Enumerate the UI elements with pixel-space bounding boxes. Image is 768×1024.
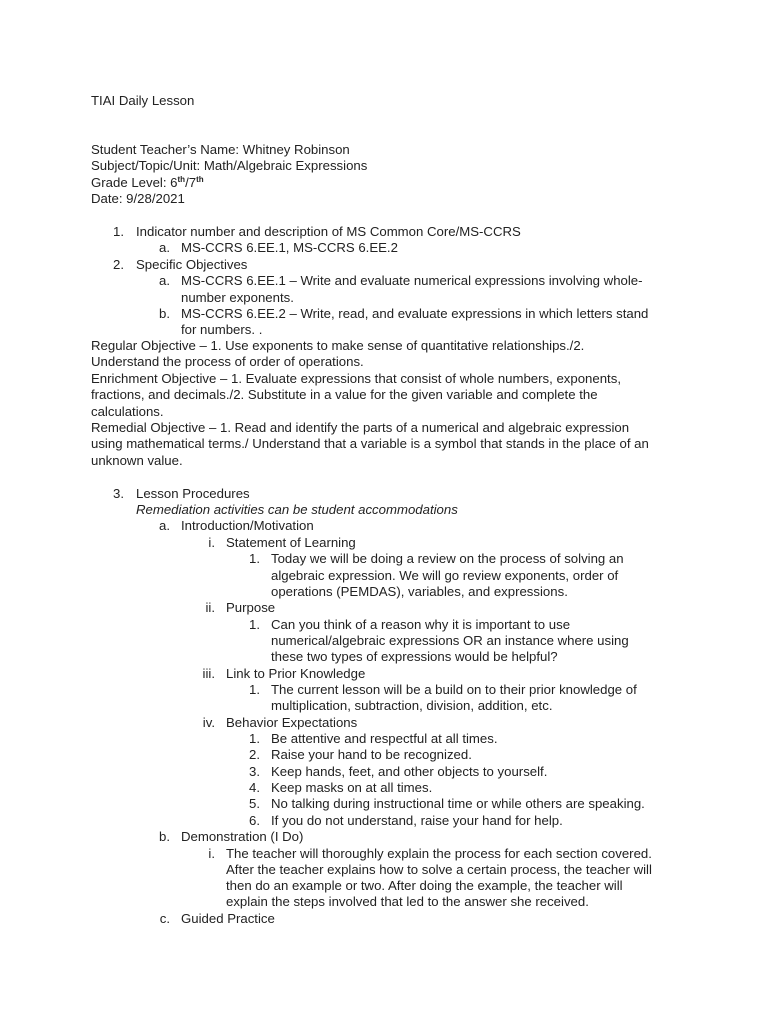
regular-objective-line: Regular Objective – 1. Use exponents to make sense of quantitative relationships./2.: [91, 338, 585, 353]
list-marker: 1.: [249, 682, 260, 697]
grade-prefix: Grade Level: 6: [91, 175, 178, 190]
demonstration-line: then do an example or two. After doing the example, the teacher will: [226, 878, 623, 893]
purpose-heading: Purpose: [226, 600, 276, 615]
list-marker: 1.: [249, 617, 260, 632]
behavior-item: Keep masks on at all times.: [271, 780, 433, 795]
objective-6ee1-line: number exponents.: [181, 290, 294, 305]
statement-line: operations (PEMDAS), variables, and expressions.: [271, 584, 568, 599]
subject-topic-unit: Subject/Topic/Unit: Math/Algebraic Expressions: [91, 158, 368, 173]
regular-objective-line: Understand the process of order of operations.: [91, 354, 364, 369]
purpose-line: Can you think of a reason why it is important to use: [271, 617, 571, 632]
behavior-item: No talking during instructional time or while others are speaking.: [271, 796, 645, 811]
list-marker: 1.: [249, 731, 260, 746]
section-1-item-a: MS-CCRS 6.EE.1, MS-CCRS 6.EE.2: [181, 240, 398, 255]
grade-mid: /7: [185, 175, 197, 190]
list-marker: b.: [159, 306, 170, 321]
list-marker: 4.: [249, 780, 260, 795]
section-3-title: Lesson Procedures: [136, 486, 250, 501]
list-marker: 6.: [249, 813, 260, 828]
list-marker: c.: [159, 911, 170, 926]
prior-knowledge-heading: Link to Prior Knowledge: [226, 666, 366, 681]
statement-line: Today we will be doing a review on the process of solving an: [271, 551, 624, 566]
demonstration-line: explain the steps involved that led to the answer she received.: [226, 894, 589, 909]
list-marker: ii.: [205, 600, 215, 615]
section-1-title: Indicator number and description of MS Common Core/MS-CCRS: [136, 224, 521, 239]
document-title: TIAI Daily Lesson: [91, 93, 195, 108]
purpose-line: these two types of expressions would be helpful?: [271, 649, 558, 664]
statement-of-learning-heading: Statement of Learning: [226, 535, 356, 550]
list-marker: 1.: [113, 224, 124, 239]
list-marker: 2.: [113, 257, 124, 272]
section-2-title: Specific Objectives: [136, 257, 248, 272]
list-marker: i.: [208, 846, 215, 861]
list-marker: a.: [159, 273, 170, 288]
enrichment-objective-line: calculations.: [91, 404, 164, 419]
behavior-expectations-heading: Behavior Expectations: [226, 715, 358, 730]
remediation-note: Remediation activities can be student accommodations: [136, 502, 458, 517]
list-marker: 5.: [249, 796, 260, 811]
grade-level: [91, 175, 204, 191]
behavior-item: Keep hands, feet, and other objects to yourself.: [271, 764, 548, 779]
list-marker: 3.: [113, 486, 124, 501]
remedial-objective-line: Remedial Objective – 1. Read and identify the parts of a numerical and algebraic expression: [91, 420, 630, 435]
grade-sup-1: th: [177, 175, 186, 184]
teacher-name: Student Teacher’s Name: Whitney Robinson: [91, 142, 350, 157]
list-marker: 2.: [249, 747, 260, 762]
list-marker: a.: [159, 518, 170, 533]
remedial-objective-line: using mathematical terms./ Understand that a variable is a symbol that stands in the place of an: [91, 436, 649, 451]
list-marker: iv.: [202, 715, 215, 730]
demonstration-line: The teacher will thoroughly explain the process for each section covered.: [226, 846, 652, 861]
lesson-date: Date: 9/28/2021: [91, 191, 185, 206]
list-marker: i.: [208, 535, 215, 550]
list-marker: iii.: [202, 666, 215, 681]
demonstration-heading: Demonstration (I Do): [181, 829, 304, 844]
enrichment-objective-line: fractions, and decimals./2. Substitute in a value for the given variable and complete the: [91, 387, 598, 402]
enrichment-objective-line: Enrichment Objective – 1. Evaluate expressions that consist of whole numbers, exponents,: [91, 371, 621, 386]
demonstration-line: After the teacher explains how to solve a certain process, the teacher will: [226, 862, 652, 877]
guided-practice-heading: Guided Practice: [181, 911, 275, 926]
purpose-line: numerical/algebraic expressions OR an instance where using: [271, 633, 629, 648]
prior-knowledge-line: multiplication, subtraction, division, addition, etc.: [271, 698, 553, 713]
objective-6ee2-line: MS-CCRS 6.EE.2 – Write, read, and evaluate expressions in which letters stand: [181, 306, 649, 321]
remedial-objective-line: unknown value.: [91, 453, 183, 468]
list-marker: a.: [159, 240, 170, 255]
list-marker: b.: [159, 829, 170, 844]
grade-sup-2: th: [196, 175, 204, 184]
behavior-item: Raise your hand to be recognized.: [271, 747, 472, 762]
statement-line: algebraic expression. We will go review exponents, order of: [271, 568, 619, 583]
objective-6ee2-line: for numbers. .: [181, 322, 263, 337]
objective-6ee1-line: MS-CCRS 6.EE.1 – Write and evaluate numerical expressions involving whole-: [181, 273, 643, 288]
behavior-item: Be attentive and respectful at all times.: [271, 731, 498, 746]
list-marker: 1.: [249, 551, 260, 566]
list-marker: 3.: [249, 764, 260, 779]
behavior-item: If you do not understand, raise your hand for help.: [271, 813, 563, 828]
prior-knowledge-line: The current lesson will be a build on to their prior knowledge of: [271, 682, 637, 697]
introduction-heading: Introduction/Motivation: [181, 518, 314, 533]
